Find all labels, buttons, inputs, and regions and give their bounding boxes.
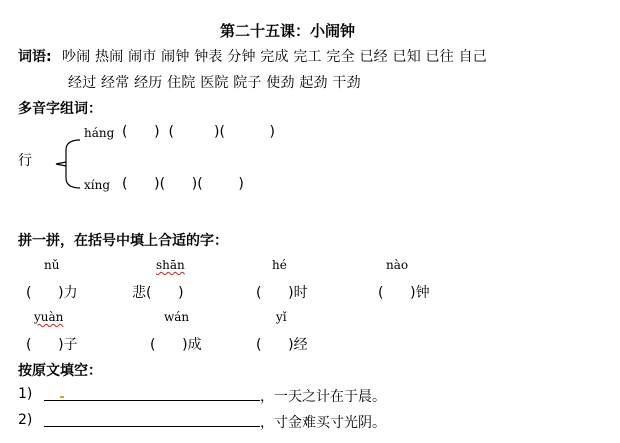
fill-line-1[interactable]	[44, 400, 260, 401]
polyphone-row2-pinyin: xíng	[84, 178, 111, 192]
page-title: 第二十五课：小闹钟	[220, 22, 356, 40]
pinyin-yuan: yuàn	[34, 310, 64, 324]
pinyin-heading: 拼一拼，在括号中填上合适的字：	[18, 233, 228, 249]
pinyin-yi: yǐ	[276, 310, 287, 324]
pinyin-nu: nǔ	[44, 258, 60, 272]
cursor-mark	[60, 396, 64, 398]
blank-shan[interactable]: 悲( )	[132, 285, 184, 301]
fill-num-2: 2)	[18, 412, 33, 428]
blank-yi[interactable]: ( )经	[256, 337, 308, 353]
blank-he[interactable]: ( )时	[256, 285, 308, 301]
blank-wan[interactable]: ( )成	[150, 337, 202, 353]
polyphone-heading: 多音字组词：	[18, 101, 102, 117]
brace-icon	[48, 126, 88, 196]
pinyin-shan: shān	[156, 258, 185, 272]
polyphone-row1-blanks[interactable]: ( ) ( )( )	[122, 124, 275, 140]
polyphone-row1-pinyin: háng	[84, 126, 115, 140]
polyphone-row2-blanks[interactable]: ( )( )( )	[122, 176, 244, 192]
vocab-line-1: 吵闹 热闹 闹市 闹钟 钟表 分钟 完成 完工 完全 已经 已知 已往 自己	[62, 49, 488, 65]
vocab-label: 词语:	[18, 49, 52, 65]
pinyin-wan: wán	[164, 310, 190, 324]
fill-line-2[interactable]	[44, 426, 260, 427]
blank-nu[interactable]: ( )力	[26, 285, 78, 301]
fill-text-2: ，寸金难买寸光阴。	[260, 415, 386, 431]
fill-text-1: ，一天之计在于晨。	[260, 389, 386, 405]
pinyin-he: hé	[272, 258, 287, 272]
fill-heading: 按原文填空：	[18, 363, 102, 379]
vocab-line-2: 经过 经常 经历 住院 医院 院子 使劲 起劲 干劲	[68, 75, 361, 91]
pinyin-nao: nào	[386, 258, 409, 272]
blank-nao[interactable]: ( )钟	[378, 285, 430, 301]
blank-yuan[interactable]: ( )子	[26, 337, 78, 353]
fill-num-1: 1)	[18, 386, 33, 402]
polyphone-char: 行	[18, 153, 32, 169]
